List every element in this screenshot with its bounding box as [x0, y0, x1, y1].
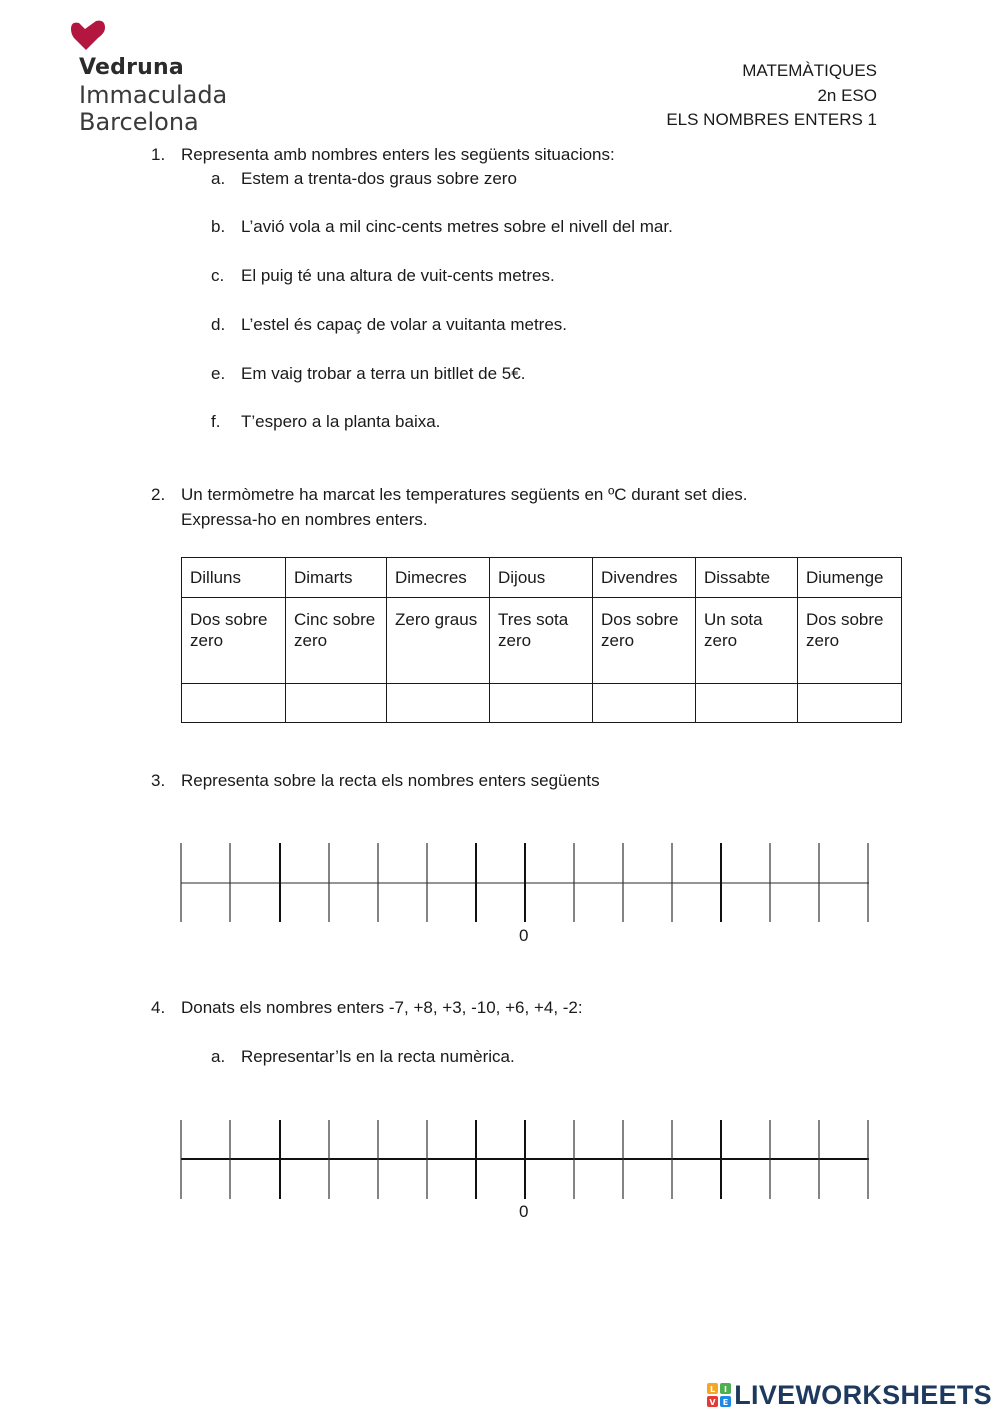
temp-cell: Cinc sobre zero [286, 598, 387, 684]
answer-cell[interactable] [593, 684, 696, 723]
temp-cell: Dos sobre zero [798, 598, 902, 684]
q4-number: 4. [151, 998, 166, 1017]
answer-cell[interactable] [286, 684, 387, 723]
icon-letter: E [723, 1398, 729, 1407]
q1-item-label: c. [211, 266, 225, 285]
day-cell: Dijous [490, 558, 593, 598]
q4-text: Donats els nombres enters -7, +8, +3, -10, +6, +4, -2: [181, 998, 583, 1017]
heart-check-icon [68, 20, 108, 52]
logo-text-barcelona: Barcelona [79, 108, 199, 136]
temp-cell: Dos sobre zero [182, 598, 286, 684]
q2-number: 2. [151, 485, 166, 504]
icon-letter: V [709, 1398, 716, 1407]
number-line-2[interactable] [170, 1120, 880, 1200]
liveworksheets-wordmark: LIVEWORKSHEETS [734, 1379, 992, 1410]
logo-text-vedruna: Vedruna [79, 55, 184, 80]
q2-text-line1: Un termòmetre ha marcat les temperatures següents en ºC durant set dies. [181, 485, 748, 504]
q1-item-text: Em vaig trobar a terra un bitllet de 5€. [241, 364, 526, 383]
temp-cell: Zero graus [387, 598, 490, 684]
q4-item-text: Representar’ls en la recta numèrica. [241, 1047, 515, 1066]
q1-item-text: Estem a trenta-dos graus sobre zero [241, 169, 517, 188]
table-row [182, 598, 902, 684]
zero-label: 0 [519, 1202, 529, 1221]
day-cell: Dissabte [696, 558, 798, 598]
temp-cell: Un sota zero [696, 598, 798, 684]
number-line-1[interactable] [170, 843, 880, 923]
temp-cell: Dos sobre zero [593, 598, 696, 684]
q3-number: 3. [151, 771, 166, 790]
zero-label: 0 [519, 926, 529, 945]
answer-row [182, 684, 902, 723]
q1-item-text: L’estel és capaç de volar a vuitanta metres. [241, 315, 568, 334]
icon-letter: L [710, 1385, 716, 1394]
q4-item-label: a. [211, 1047, 226, 1066]
q1-item-label: b. [211, 217, 226, 236]
header-subject: MATEMÀTIQUES [742, 61, 877, 80]
icon-letter: I [724, 1385, 728, 1394]
q1-item-label: a. [211, 169, 226, 188]
q1-item-label: d. [211, 315, 226, 334]
answer-cell[interactable] [387, 684, 490, 723]
q1-item-label: e. [211, 364, 226, 383]
q2-text-line2: Expressa-ho en nombres enters. [181, 510, 428, 529]
answer-cell[interactable] [798, 684, 902, 723]
liveworksheets-icon [707, 1383, 731, 1407]
liveworksheets-brand[interactable] [707, 1378, 992, 1412]
q1-text: Representa amb nombres enters les següents situacions: [181, 145, 615, 164]
day-cell: Diumenge [798, 558, 902, 598]
answer-cell[interactable] [490, 684, 593, 723]
day-cell: Dilluns [182, 558, 286, 598]
day-cell: Divendres [593, 558, 696, 598]
q1-item-text: L’avió vola a mil cinc-cents metres sobre el nivell del mar. [241, 217, 673, 236]
q1-item-text: T’espero a la planta baixa. [241, 412, 441, 431]
q1-item-label: f. [211, 412, 221, 431]
answer-cell[interactable] [696, 684, 798, 723]
table-header-row [182, 558, 902, 598]
logo-text-immaculada: Immaculada [79, 81, 228, 109]
temperature-table [181, 557, 902, 723]
header-topic: ELS NOMBRES ENTERS 1 [666, 110, 877, 129]
day-cell: Dimarts [286, 558, 387, 598]
q3-text: Representa sobre la recta els nombres enters següents [181, 771, 600, 790]
q1-item-text: El puig té una altura de vuit-cents metres. [241, 266, 555, 285]
answer-cell[interactable] [182, 684, 286, 723]
q1-number: 1. [151, 145, 166, 164]
temp-cell: Tres sota zero [490, 598, 593, 684]
header-level: 2n ESO [817, 86, 877, 105]
day-cell: Dimecres [387, 558, 490, 598]
